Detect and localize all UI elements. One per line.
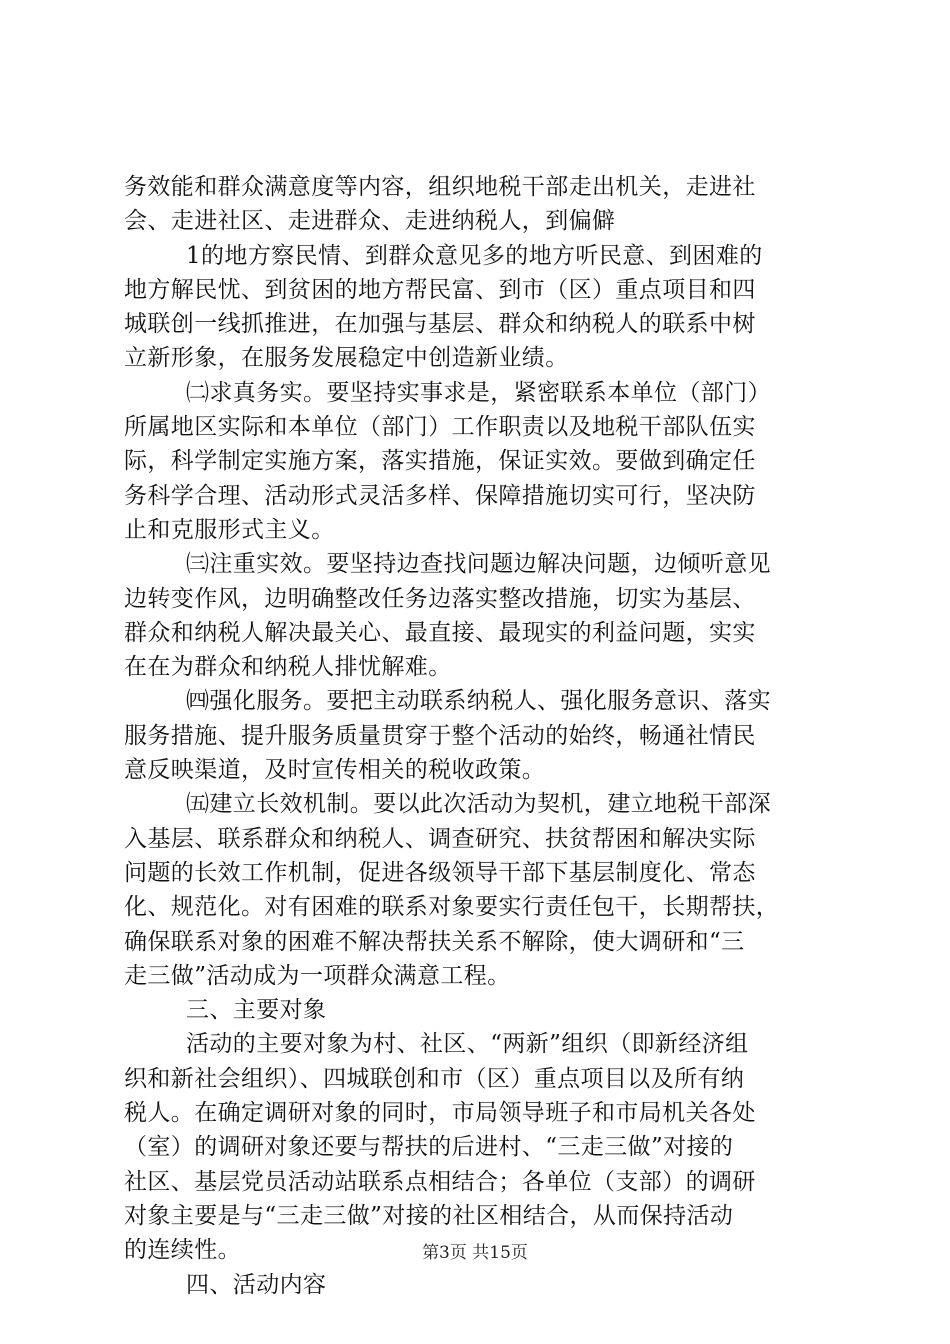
text-line: 化、规范化。对有困难的联系对象要实行责任包干，长期帮扶， <box>124 894 780 921</box>
text-line: 确保联系对象的困难不解决帮扶关系不解除，使大调研和“三 <box>124 928 745 955</box>
text-line: ㈤建立长效机制。要以此次活动为契机，建立地税干部深 <box>186 791 771 818</box>
text-line: 际，科学制定实施方案，落实措施，保证实效。要做到确定任 <box>124 448 756 475</box>
text-line: 务效能和群众满意度等内容，组织地税干部走出机关，走进社 <box>124 174 756 200</box>
text-line: 意反映渠道，及时宣传相关的税收政策。 <box>124 757 546 784</box>
text-line: 务科学合理、活动形式灵活多样、保障措施切实可行，坚决防 <box>124 482 756 509</box>
text-line: 群众和纳税人解决最关心、最直接、最现实的利益问题，实实 <box>124 619 756 646</box>
text-line: 活动的主要对象为村、社区、“两新”组织（即新经济组 <box>186 1031 749 1058</box>
text-line: 地方解民忧、到贫困的地方帮民富、到市（区）重点项目和四 <box>124 276 756 303</box>
text-line: 服务措施、提升服务质量贯穿于整个活动的始终，畅通社情民 <box>124 722 756 749</box>
text-line: 税人。在确定调研对象的同时，市局领导班子和市局机关各处 <box>124 1100 756 1127</box>
text-line: 社区、基层党员活动站联系点相结合；各单位（支部）的调研 <box>124 1168 756 1195</box>
text-line: 三、主要对象 <box>186 997 327 1024</box>
text-line: 走三做”活动成为一项群众满意工程。 <box>124 962 511 989</box>
text-line: 所属地区实际和本单位（部门）工作职责以及地税干部队伍实 <box>124 414 756 441</box>
document-body <box>124 170 830 1302</box>
page-footer: 第3页 共15页 <box>422 1243 528 1263</box>
text-line: 四、活动内容 <box>186 1271 327 1298</box>
text-line: 立新形象，在服务发展稳定中创造新业绩。 <box>124 345 569 372</box>
text-line: 城联创一线抓推进，在加强与基层、群众和纳税人的联系中树 <box>124 311 756 338</box>
text-line: 织和新社会组织）、四城联创和市（区）重点项目以及所有纳 <box>124 1065 745 1092</box>
text-line: 的连续性。 <box>124 1237 241 1264</box>
text-line: 1的地方察民情、到群众意见多的地方听民意、到困难的 <box>186 242 763 269</box>
text-line: 会、走进社区、走进群众、走进纳税人，到偏僻 <box>124 208 616 235</box>
text-line: 止和克服形式主义。 <box>124 516 335 543</box>
text-line: （室）的调研对象还要与帮扶的后进村、“三走三做”对接的 <box>124 1134 734 1161</box>
text-line: 在在为群众和纳税人排忧解难。 <box>124 654 452 681</box>
text-line: ㈡求真务实。要坚持实事求是，紧密联系本单位（部门） <box>186 379 771 406</box>
text-line: 问题的长效工作机制，促进各级领导干部下基层制度化、常态 <box>124 859 756 886</box>
text-line: 入基层、联系群众和纳税人、调查研究、扶贫帮困和解决实际 <box>124 825 756 852</box>
text-line: 边转变作风，边明确整改任务边落实整改措施，切实为基层、 <box>124 585 756 612</box>
text-line: 对象主要是与“三走三做”对接的社区相结合，从而保持活动 <box>124 1202 734 1229</box>
text-line: ㈢注重实效。要坚持边查找问题边解决问题，边倾听意见 <box>186 551 771 578</box>
text-line: ㈣强化服务。要把主动联系纳税人、强化服务意识、落实 <box>186 688 771 715</box>
